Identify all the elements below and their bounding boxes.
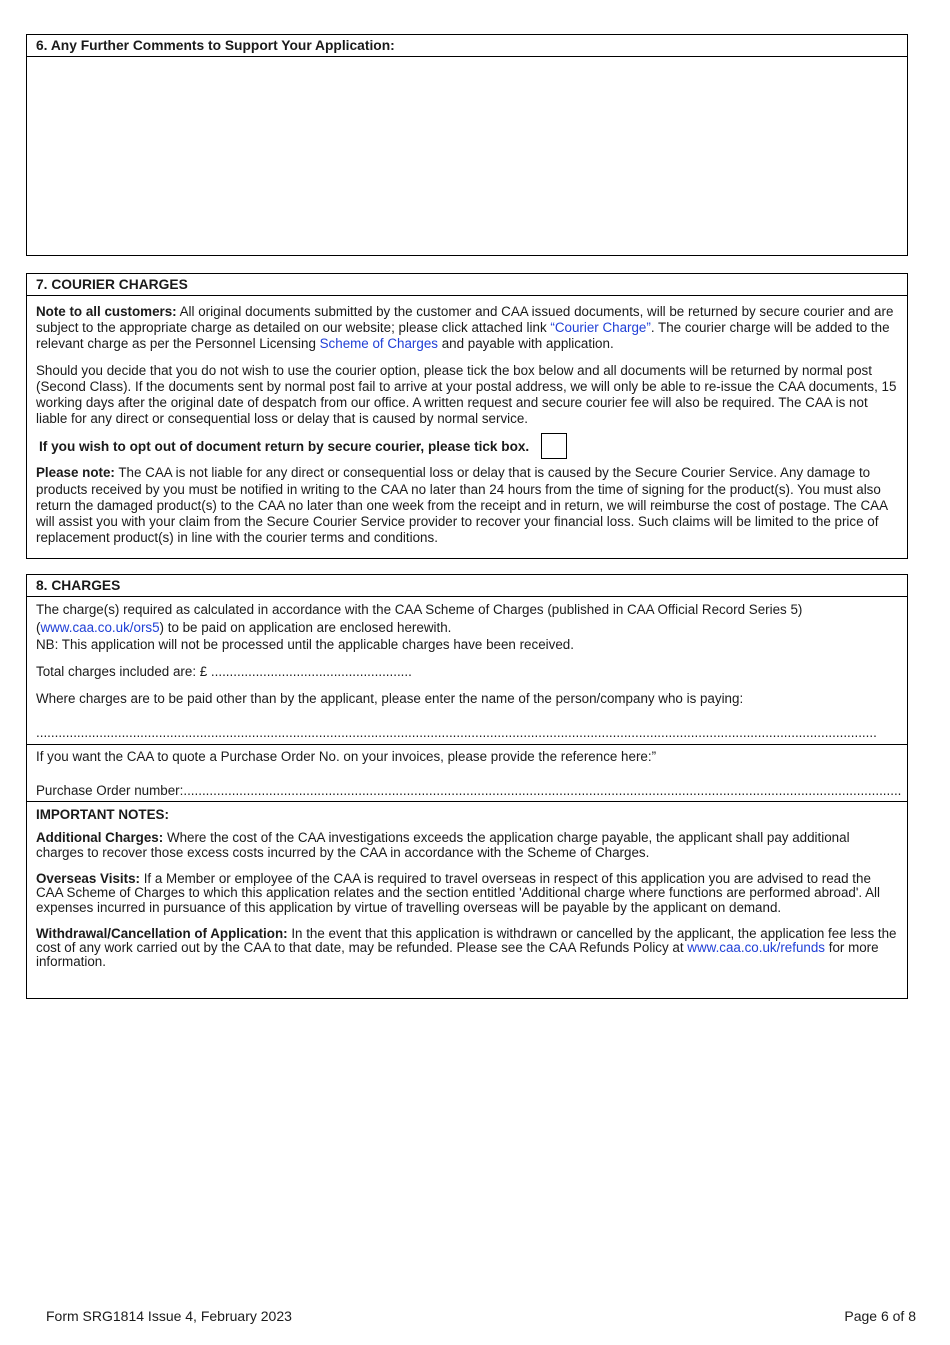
scheme-of-charges-link[interactable]: Scheme of Charges bbox=[319, 336, 438, 352]
please-note-paragraph: Please note: The CAA is not liable for any direct or consequential loss or delay that is caused by the Secure Courier Service. Any damage to products received by you must be notified in writing to the CAA no later than 24 hours from the time of signing for the product(s). You must also return the damaged product(s) to the CAA no later than one week from the receipt and in return, we will reimburse the cost of postage. The CAA will assist you with your claim from the Secure Courier Service provider to recover your financial loss. Such claims will be limited to the price of replacement product(s) in line with the courier terms and conditions. bbox=[36, 465, 888, 546]
nb-statement: NB: This application will not be processed until the applicable charges have been received. bbox=[36, 637, 574, 652]
opt-out-paragraph: Should you decide that you do not wish to use the courier option, please tick the box below and all documents will be returned by normal post (Second Class). If the documents sent by normal post fail to arrive at your postal address, we will only be able to re-issue the CAA documents, 15 working days after the original date of despatch from our office. A written request and secure courier fee will also be required. The CAA is not liable for any direct or consequential loss or delay that is caused by normal service. bbox=[36, 362, 897, 427]
section-further-comments bbox=[26, 34, 908, 256]
form-identifier: Form SRG1814 Issue 4, February 2023 bbox=[46, 1308, 292, 1324]
purchase-order-row bbox=[27, 744, 907, 801]
overseas-visits-note: Overseas Visits: If a Member or employee of the CAA is required to travel overseas in respect of this application you are advised to read the CAA Scheme of Charges to which this application relates and the section entitled 'Additional charge where functions are performed abroad'. All expenses incurred in pursuance of this application by virtue of travelling overseas will be payable by the applicant on demand. bbox=[36, 870, 881, 915]
important-notes bbox=[27, 801, 907, 969]
section-6-title: 6. Any Further Comments to Support Your Application: bbox=[27, 35, 907, 57]
section-8-title: 8. CHARGES bbox=[27, 575, 907, 597]
note-label: Note to all customers: bbox=[36, 304, 177, 319]
withdrawal-note: Withdrawal/Cancellation of Application: In the event that this application is withdrawn or cancelled by the applicant, the application fee less the cost of any work carried out by the CAA to that date, may be refunded. Please see the CAA Refunds Policy at www.caa.co.uk/refunds for more information. bbox=[36, 925, 897, 970]
payer-name-field[interactable]: .................................................................................................................................................................................................................................. bbox=[36, 724, 877, 740]
note-to-customers: Note to all customers: All original documents submitted by the customer and CAA issued documents, will be returned by secure courier and are subject to the appropriate charge as detailed on our website; please click attached link “Courier Charge”. The courier charge will be added to the relevant charge as per the Personnel Licensing Scheme of Charges and payable with application. bbox=[36, 304, 894, 352]
refunds-link[interactable]: www.caa.co.uk/refunds bbox=[687, 940, 825, 956]
ors5-link[interactable]: www.caa.co.uk/ors5 bbox=[40, 619, 160, 635]
po-intro: If you want the CAA to quote a Purchase Order No. on your invoices, please provide the reference here:” bbox=[36, 748, 657, 764]
payer-label: Where charges are to be paid other than by the applicant, please enter the name of the person/company who is paying: bbox=[36, 690, 744, 706]
important-notes-heading: IMPORTANT NOTES: bbox=[36, 807, 169, 823]
additional-charges-note: Additional Charges: Where the cost of the CAA investigations exceeds the application charge payable, the applicant shall pay additional charges to recover those excess costs incurred by the CAA in accordance with the Scheme of Charges. bbox=[36, 830, 850, 860]
section-7-title: 7. COURIER CHARGES bbox=[27, 274, 907, 296]
opt-out-checkbox[interactable] bbox=[541, 433, 567, 459]
courier-charge-link[interactable]: “Courier Charge” bbox=[550, 320, 651, 336]
opt-out-label: If you wish to opt out of document return by secure courier, please tick box. bbox=[39, 438, 530, 454]
comments-field[interactable] bbox=[27, 57, 907, 255]
please-note-label: Please note: bbox=[36, 465, 115, 481]
page-number: Page 6 of 8 bbox=[844, 1308, 916, 1324]
total-charges-field[interactable]: Total charges included are: £ ...................................................... bbox=[36, 663, 412, 679]
purchase-order-field[interactable]: Purchase Order number:................................................................................................................................................................................................. bbox=[36, 783, 902, 799]
opt-out-row bbox=[27, 433, 907, 459]
charges-statement: The charge(s) required as calculated in accordance with the CAA Scheme of Charges (published in CAA Official Record Series 5) (www.caa.co.uk/ors5) to be paid on application are enclosed herewith. bbox=[36, 602, 803, 635]
section-charges bbox=[26, 574, 908, 999]
section-courier-charges bbox=[26, 273, 908, 559]
